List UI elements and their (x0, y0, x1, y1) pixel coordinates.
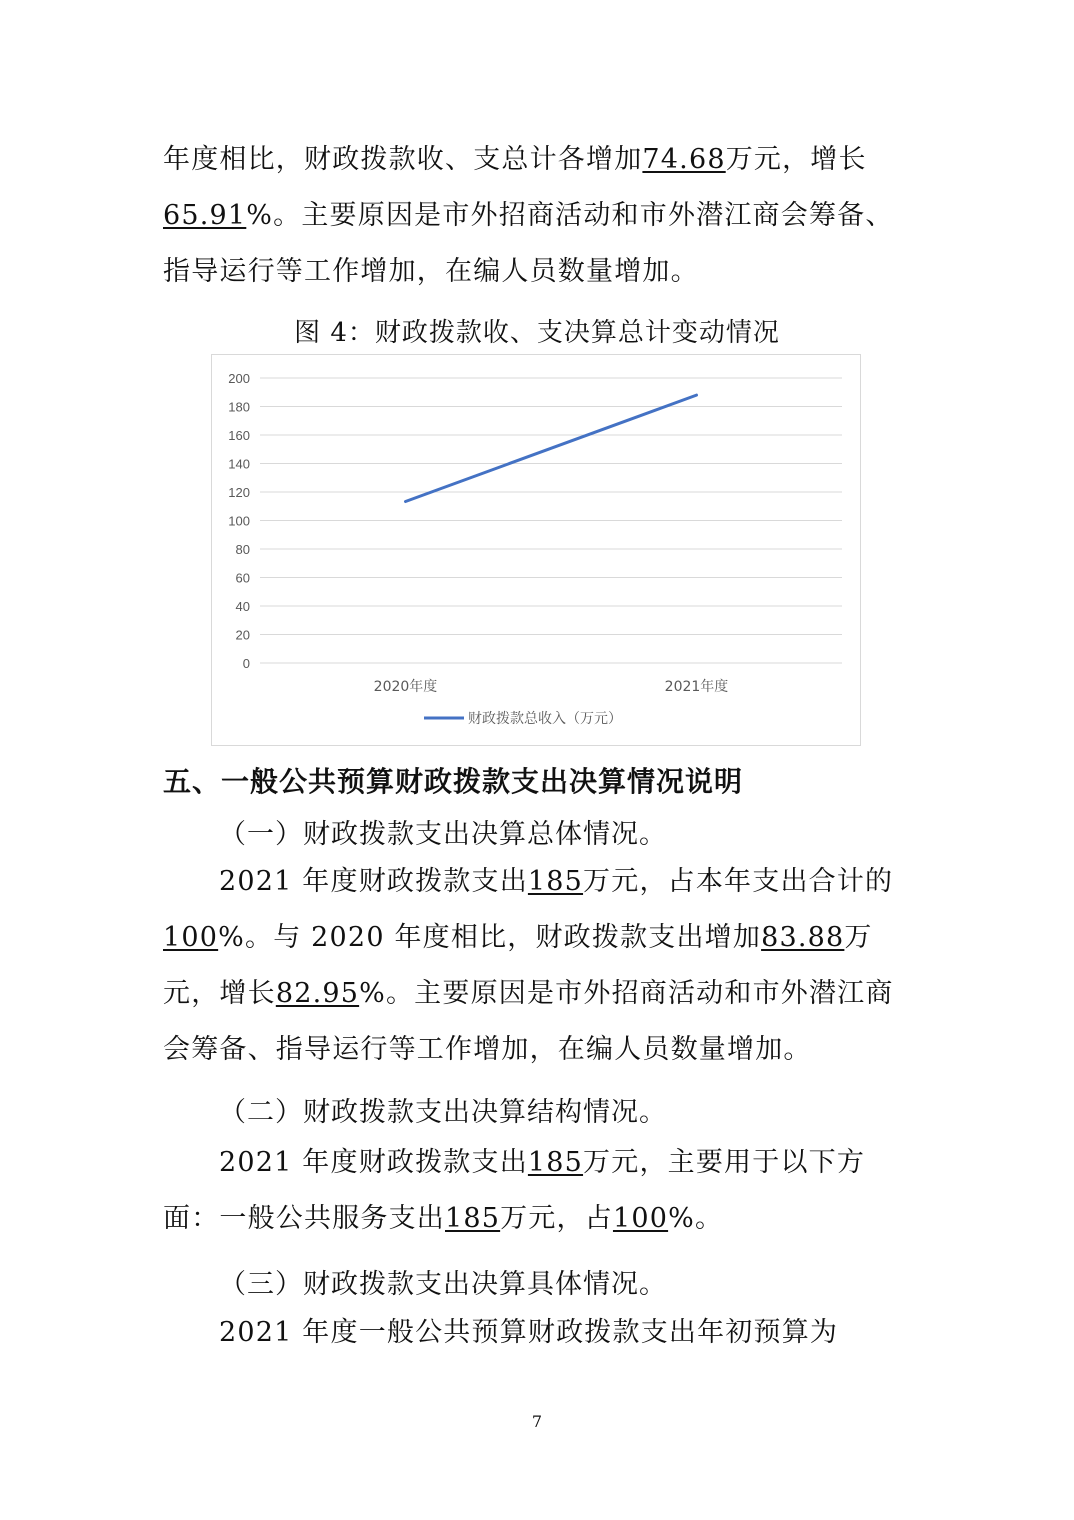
y-tick-label: 200 (228, 371, 250, 386)
y-tick-label: 140 (228, 456, 250, 472)
y-tick-label: 40 (235, 599, 250, 614)
y-tick-label: 60 (235, 570, 250, 586)
paragraph-structure: 2021 年度财政拨款支出185万元，主要用于以下方面：一般公共服务支出185万元，占100%。 (163, 1147, 866, 1234)
subsection-1-title: （一）财政拨款支出决算总体情况。 (219, 819, 667, 850)
y-tick-label: 0 (242, 656, 250, 671)
y-tick-label: 80 (235, 542, 250, 557)
line-chart (211, 354, 861, 746)
increase-percent: 65.91 (163, 200, 247, 231)
page-number: 7 (531, 1412, 543, 1431)
x-tick-label: 2021年度 (664, 679, 729, 695)
x-tick-label: 2020年度 (373, 679, 438, 695)
series-line (406, 395, 697, 501)
y-tick-label: 20 (235, 627, 250, 643)
paragraph-total-expenditure: 2021 年度财政拨款支出185万元，占本年支出合计的100%。与 2020 年度相比，财政拨款支出增加83.88万元，增长82.95%。主要原因是市外招商活动和市外潜江商会筹备、指导运行等工作增加，在编人员数量增加。 (163, 866, 894, 1065)
y-tick-label: 180 (228, 399, 250, 415)
y-tick-label: 120 (228, 485, 250, 500)
figure-caption: 图 4：财政拨款收、支决算总计变动情况 (294, 318, 780, 348)
paragraph-specific: 2021 年度一般公共预算财政拨款支出年初预算为 (219, 1317, 839, 1348)
section-heading: 五、一般公共预算财政拨款支出决算情况说明 (163, 765, 744, 798)
y-tick-label: 100 (228, 513, 250, 529)
subsection-3-title: （三）财政拨款支出决算具体情况。 (219, 1269, 667, 1300)
subsection-2-title: （二）财政拨款支出决算结构情况。 (219, 1097, 667, 1128)
increase-amount: 74.68 (642, 144, 726, 175)
legend-label: 财政拨款总收入（万元） (468, 711, 622, 727)
y-tick-label: 160 (228, 428, 250, 443)
intro-paragraph: 年度相比，财政拨款收、支总计各增加74.68万元，增长65.91%。主要原因是市外招商活动和市外潜江商会筹备、指导运行等工作增加，在编人员数量增加。 (163, 144, 894, 287)
